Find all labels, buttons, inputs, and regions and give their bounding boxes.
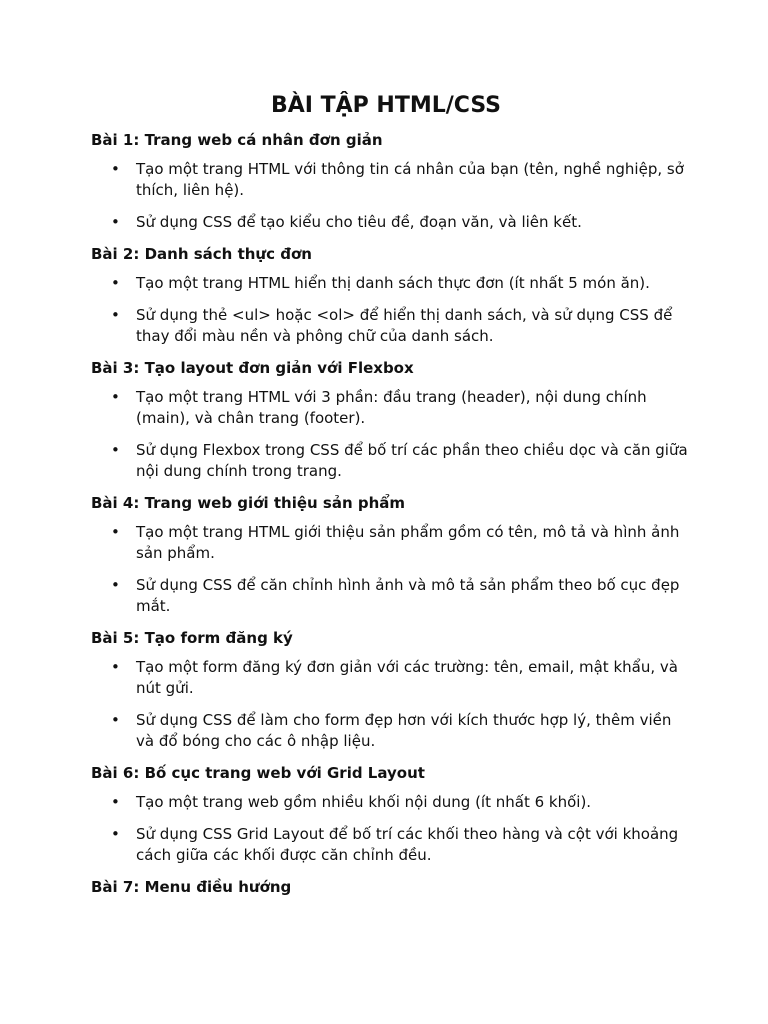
list-item xyxy=(91,792,691,813)
bullet-icon: • xyxy=(111,388,120,406)
bullet-icon: • xyxy=(111,658,120,676)
document-page xyxy=(91,90,691,898)
exercise-heading: Bài 1: Trang web cá nhân đơn giản xyxy=(91,131,383,149)
bullet-icon: • xyxy=(111,825,120,843)
list-item-text: Tạo một trang HTML với 3 phần: đầu trang (header), nội dung chính (main), và chân trang (footer). xyxy=(136,388,647,427)
page-title: BÀI TẬP HTML/CSS xyxy=(270,93,502,118)
exercise-heading: Bài 5: Tạo form đăng ký xyxy=(91,629,293,647)
list-item-text: Sử dụng Flexbox trong CSS để bố trí các phần theo chiều dọc và căn giữa nội dung chính trong trang. xyxy=(136,441,688,480)
list-item-text: Tạo một trang HTML với thông tin cá nhân của bạn (tên, nghề nghiệp, sở thích, liên hệ). xyxy=(136,160,684,199)
bullet-icon: • xyxy=(111,576,120,594)
list-item-text: Tạo một trang HTML hiển thị danh sách thực đơn (ít nhất 5 món ăn). xyxy=(136,274,650,292)
bullet-icon: • xyxy=(111,274,120,292)
list-item-text: Sử dụng CSS để làm cho form đẹp hơn với kích thước hợp lý, thêm viền và đổ bóng cho các ô nhập liệu. xyxy=(136,711,672,750)
exercise-2 xyxy=(91,244,691,347)
exercise-list xyxy=(91,273,691,347)
list-item xyxy=(91,440,691,482)
list-item xyxy=(91,710,691,752)
exercise-5 xyxy=(91,628,691,752)
bullet-icon: • xyxy=(111,711,120,729)
exercise-list xyxy=(91,792,691,866)
exercise-heading: Bài 3: Tạo layout đơn giản với Flexbox xyxy=(91,359,414,377)
list-item xyxy=(91,212,691,233)
list-item xyxy=(91,387,691,429)
list-item xyxy=(91,273,691,294)
bullet-icon: • xyxy=(111,213,120,231)
list-item-text: Sử dụng CSS để tạo kiểu cho tiêu đề, đoạn văn, và liên kết. xyxy=(136,213,582,231)
exercise-heading: Bài 4: Trang web giới thiệu sản phẩm xyxy=(91,494,406,512)
bullet-icon: • xyxy=(111,793,120,811)
list-item xyxy=(91,305,691,347)
exercise-3 xyxy=(91,358,691,482)
list-item-text: Sử dụng thẻ <ul> hoặc <ol> để hiển thị danh sách, và sử dụng CSS để thay đổi màu nền và phông chữ của danh sách. xyxy=(136,306,673,345)
list-item-text: Sử dụng CSS Grid Layout để bố trí các khối theo hàng và cột với khoảng cách giữa các khối được căn chỉnh đều. xyxy=(136,825,679,864)
exercise-heading: Bài 7: Menu điều hướng xyxy=(91,878,292,896)
exercise-heading: Bài 6: Bố cục trang web với Grid Layout xyxy=(91,764,425,782)
exercise-list xyxy=(91,522,691,617)
list-item-text: Sử dụng CSS để căn chỉnh hình ảnh và mô tả sản phẩm theo bố cục đẹp mắt. xyxy=(136,576,680,615)
list-item-text: Tạo một trang web gồm nhiều khối nội dung (ít nhất 6 khối). xyxy=(136,793,592,811)
exercise-7 xyxy=(91,877,691,898)
bullet-icon: • xyxy=(111,441,120,459)
list-item xyxy=(91,824,691,866)
exercise-list xyxy=(91,159,691,233)
exercise-list xyxy=(91,387,691,482)
exercise-1 xyxy=(91,130,691,233)
bullet-icon: • xyxy=(111,160,120,178)
list-item xyxy=(91,159,691,201)
list-item-text: Tạo một trang HTML giới thiệu sản phẩm gồm có tên, mô tả và hình ảnh sản phẩm. xyxy=(136,523,680,562)
list-item xyxy=(91,575,691,617)
list-item xyxy=(91,657,691,699)
bullet-icon: • xyxy=(111,523,120,541)
exercise-6 xyxy=(91,763,691,866)
exercise-heading: Bài 2: Danh sách thực đơn xyxy=(91,245,312,263)
list-item-text: Tạo một form đăng ký đơn giản với các trường: tên, email, mật khẩu, và nút gửi. xyxy=(136,658,678,697)
list-item xyxy=(91,522,691,564)
bullet-icon: • xyxy=(111,306,120,324)
exercise-4 xyxy=(91,493,691,617)
exercise-list xyxy=(91,657,691,752)
